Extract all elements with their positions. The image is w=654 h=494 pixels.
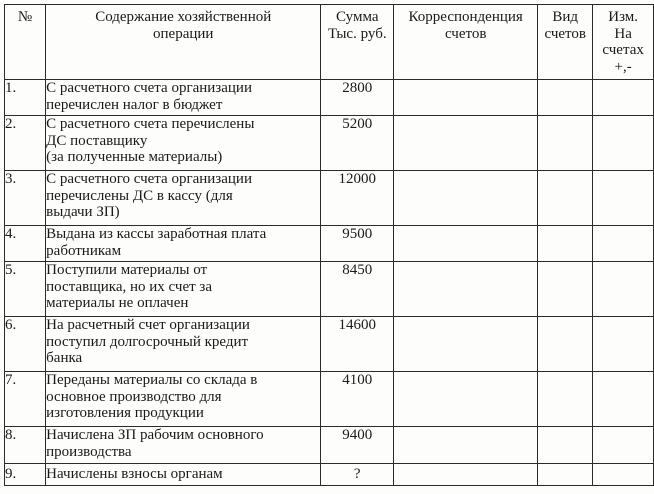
operation-sum: 14600: [321, 317, 394, 372]
operation-sum: 5200: [321, 116, 394, 171]
row-number: 7.: [5, 372, 46, 427]
operation-sum: 2800: [321, 80, 394, 116]
table-row: [5, 262, 654, 317]
operation-description: С расчетного счета перечислены ДС поставщику (за полученные материалы): [46, 116, 321, 171]
table-row: [5, 116, 654, 171]
operation-sum: 12000: [321, 171, 394, 226]
account-type-cell[interactable]: [538, 80, 593, 116]
operation-description: На расчетный счет организации поступил долгосрочный кредит банка: [46, 317, 321, 372]
correspondence-cell[interactable]: [394, 226, 538, 262]
header-sum: Сумма Тыс. руб.: [321, 5, 394, 80]
operation-sum: 9500: [321, 226, 394, 262]
account-type-cell[interactable]: [538, 171, 593, 226]
account-type-cell[interactable]: [538, 464, 593, 486]
table-row: [5, 372, 654, 427]
account-type-cell[interactable]: [538, 116, 593, 171]
account-type-cell[interactable]: [538, 427, 593, 464]
operation-sum: 9400: [321, 427, 394, 464]
correspondence-cell[interactable]: [394, 317, 538, 372]
row-number: 1.: [5, 80, 46, 116]
table-row: [5, 171, 654, 226]
correspondence-cell[interactable]: [394, 116, 538, 171]
row-number: 2.: [5, 116, 46, 171]
row-number: 6.: [5, 317, 46, 372]
table-row: [5, 80, 654, 116]
correspondence-cell[interactable]: [394, 427, 538, 464]
header-row: [5, 5, 654, 80]
correspondence-cell[interactable]: [394, 80, 538, 116]
header-description: Содержание хозяйственной операции: [46, 5, 321, 80]
operation-description: Начислены взносы органам: [46, 464, 321, 486]
correspondence-cell[interactable]: [394, 464, 538, 486]
account-type-cell[interactable]: [538, 317, 593, 372]
account-change-cell[interactable]: [593, 116, 654, 171]
operation-description: С расчетного счета организации перечислены ДС в кассу (для выдачи ЗП): [46, 171, 321, 226]
account-change-cell[interactable]: [593, 427, 654, 464]
operation-description: Переданы материалы со склада в основное производство для изготовления продукции: [46, 372, 321, 427]
account-change-cell[interactable]: [593, 317, 654, 372]
account-type-cell[interactable]: [538, 226, 593, 262]
operation-sum: 4100: [321, 372, 394, 427]
table-row: [5, 317, 654, 372]
row-number: 8.: [5, 427, 46, 464]
account-type-cell[interactable]: [538, 262, 593, 317]
row-number: 4.: [5, 226, 46, 262]
correspondence-cell[interactable]: [394, 372, 538, 427]
operation-description: Поступили материалы от поставщика, но их счет за материалы не оплачен: [46, 262, 321, 317]
operations-table: [4, 4, 654, 486]
account-change-cell[interactable]: [593, 464, 654, 486]
account-change-cell[interactable]: [593, 226, 654, 262]
account-type-cell[interactable]: [538, 372, 593, 427]
header-account-change: Изм. На счетах +,-: [593, 5, 654, 80]
operation-sum: ?: [321, 464, 394, 486]
operation-description: Начислена ЗП рабочим основного производства: [46, 427, 321, 464]
operation-description: Выдана из кассы заработная плата работникам: [46, 226, 321, 262]
correspondence-cell[interactable]: [394, 262, 538, 317]
account-change-cell[interactable]: [593, 262, 654, 317]
operation-sum: 8450: [321, 262, 394, 317]
correspondence-cell[interactable]: [394, 171, 538, 226]
row-number: 9.: [5, 464, 46, 486]
row-number: 3.: [5, 171, 46, 226]
account-change-cell[interactable]: [593, 372, 654, 427]
header-number: №: [5, 5, 46, 80]
account-change-cell[interactable]: [593, 171, 654, 226]
table-row: [5, 427, 654, 464]
account-change-cell[interactable]: [593, 80, 654, 116]
operation-description: С расчетного счета организации перечислен налог в бюджет: [46, 80, 321, 116]
header-account-type: Вид счетов: [538, 5, 593, 80]
header-correspondence: Корреспонденция счетов: [394, 5, 538, 80]
row-number: 5.: [5, 262, 46, 317]
table-row: [5, 226, 654, 262]
table-row: [5, 464, 654, 486]
